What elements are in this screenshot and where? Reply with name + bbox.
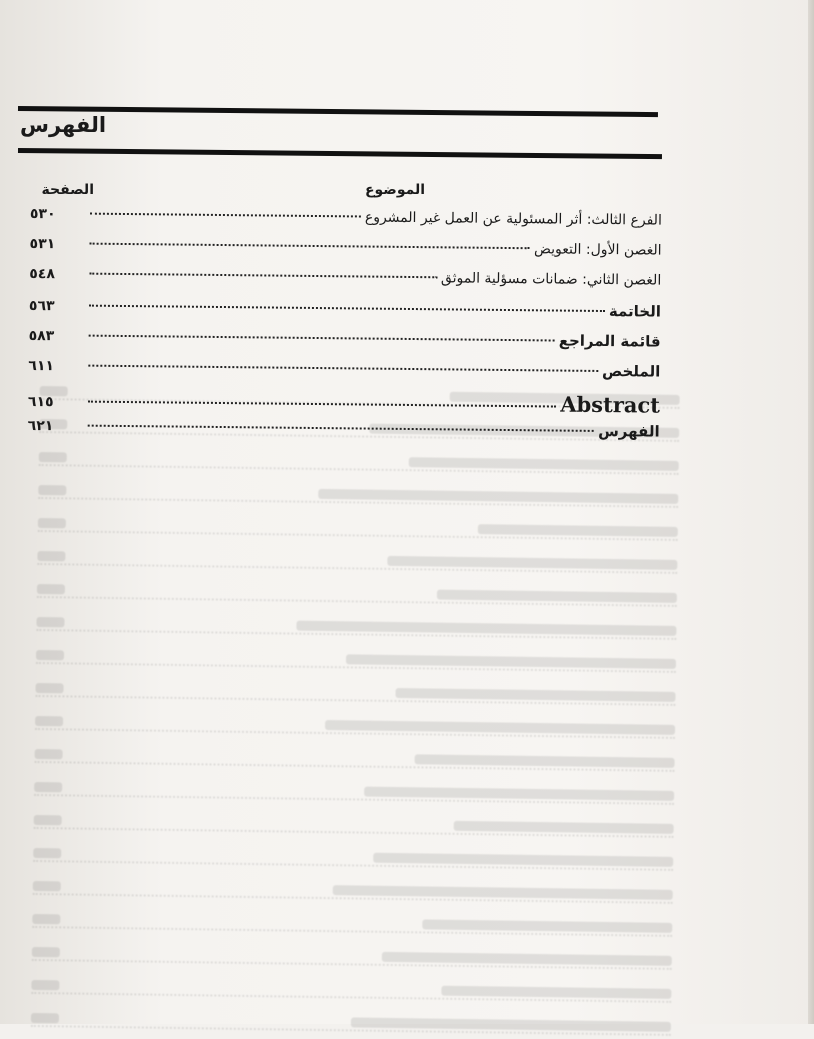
ghost-line: [35, 700, 675, 739]
ghost-line: [34, 799, 674, 838]
dot-leader: [88, 365, 598, 372]
toc-entry-title: الفهرس: [598, 421, 660, 441]
toc-entry-page-number: ٦١٥: [27, 393, 54, 411]
toc-entry-title: الخاتمة: [608, 302, 662, 321]
toc-entry-page-number: ٥٣١: [29, 235, 56, 253]
table-of-contents: [27, 206, 661, 453]
ghost-line: [38, 502, 678, 541]
ghost-line: [31, 997, 671, 1036]
dot-leader: [89, 273, 437, 279]
paper-edge: [808, 0, 814, 1024]
ghost-line: [35, 733, 675, 772]
ghost-line: [37, 568, 677, 607]
ghost-line: [32, 898, 672, 937]
toc-entry-title: الغصن الأول: التعويض: [533, 241, 662, 259]
ghost-line: [34, 766, 674, 805]
ghost-line: [32, 931, 672, 970]
ghost-line: [36, 634, 676, 673]
toc-entry-page-number: ٥٤٨: [29, 265, 56, 283]
toc-entry-title: الغصن الثاني: ضمانات مسؤلية الموثق: [440, 270, 662, 289]
toc-entry-page-number: ٥٣٠: [29, 206, 56, 223]
dot-leader: [89, 335, 555, 342]
ghost-line: [36, 601, 676, 640]
toc-entry-title: الفرع الثالث: أثر المسئولية عن العمل غير المشروع: [364, 209, 662, 229]
toc-entry-page-number: ٥٦٣: [28, 297, 55, 315]
column-heading-topic: الموضوع: [364, 182, 426, 198]
dot-leader: [89, 305, 605, 312]
ghost-line: [37, 535, 677, 574]
ghost-line: [33, 832, 673, 871]
toc-entry-title: الملخص: [601, 362, 661, 381]
ghost-line: [31, 964, 671, 1003]
toc-entry-title: Abstract: [560, 391, 661, 418]
toc-entry-title: قائمة المراجع: [558, 331, 661, 351]
dot-leader: [88, 401, 556, 408]
column-heading-page: الصفحة: [41, 182, 94, 198]
dot-leader: [90, 243, 530, 250]
toc-entry-page-number: ٦١١: [28, 357, 55, 375]
dot-leader: [88, 425, 594, 432]
bleed-through-text: [31, 370, 680, 1039]
page-title: الفهرس: [20, 113, 107, 137]
toc-entry-page-number: ٦٢١: [27, 417, 54, 435]
dot-leader: [90, 213, 361, 218]
toc-entry-page-number: ٥٨٣: [28, 327, 55, 345]
ghost-line: [35, 667, 675, 706]
ghost-line: [38, 469, 678, 508]
ghost-line: [33, 865, 673, 904]
